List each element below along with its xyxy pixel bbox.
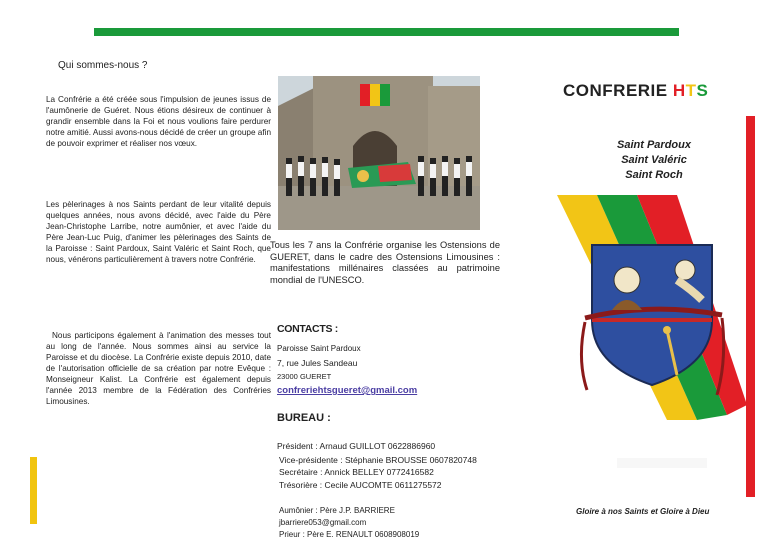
saint-valeric: Saint Valéric (621, 154, 687, 166)
red-accent-bar (746, 116, 755, 497)
saints-list (604, 138, 704, 183)
history-paragraph: Nous participons également à l'animation des messes tout au long de l'année. Nous sommes ainsi au service la Paroisse et du diocèse. La Confrérie existe depuis 2010, date de l'autorisation officielle de sa création par notre Evêque : Monseigneur Kalist. La Confrérie est également depuis l'année 2013 membre de la Fédération des Confréries Limousines. (46, 331, 271, 406)
bureau-secretary: Secrétaire : Annick BELLEY 0772416582 (279, 467, 434, 477)
contact-email-link[interactable]: confreriehtsgueret@gmail.com (277, 385, 418, 396)
procession-photo (278, 76, 480, 230)
contact-city: 23000 GUERET (277, 372, 332, 381)
chaplain-line: Aumônier : Père J.P. BARRIERE (279, 506, 395, 515)
motto-text: Gloire à nos Saints et Gloire à Dieu (576, 507, 710, 516)
bureau-heading: BUREAU : (277, 412, 331, 424)
saint-roch: Saint Roch (625, 169, 683, 181)
confrerie-title: CONFRERIE HTS (563, 81, 709, 100)
bureau-vice-president: Vice-présidente : Stéphanie BROUSSE 0607820748 (279, 455, 477, 465)
yellow-accent-bar (30, 457, 37, 524)
bureau-treasurer: Trésorière : Cecile AUCOMTE 0611275572 (279, 480, 442, 490)
intro-paragraph: La Confrérie a été créée sous l'impulsion de jeunes issus de l'aumônerie de Guéret. Nous étions désireux de continuer à grandir ensemble dans la Foi et nous voulions faire perdurer notre amitié. Aussi avons-nous décidé de créer un groupe afin de pouvoir exprimer et réaliser nos vœux. (46, 95, 271, 148)
section-question: Qui sommes-nous ? (58, 60, 148, 71)
bureau-president: Président : Arnaud GUILLOT 0622886960 (277, 441, 436, 451)
chaplain-email: jbarriere053@gmail.com (279, 518, 367, 527)
coat-of-arms-emblem (557, 190, 747, 470)
pilgrimage-paragraph: Les pèlerinages à nos Saints perdant de leur vitalité depuis quelques années, nous avons décidé, avec l'aide du Père Jean-Christophe Larribe, notre aumônier, et avec l'aide du Père Jean-Luc Puig, d'animer les pèlerinages des Saints de la Paroisse : Saint Pardoux, Saint Valéric et Saint Roch, que nous, vénérons particulièrement à travers notre Confrérie. (46, 200, 271, 264)
contact-street: 7, rue Jules Sandeau (277, 358, 358, 368)
contact-parish: Paroisse Saint Pardoux (277, 344, 361, 353)
ostensions-caption: Tous les 7 ans la Confrérie organise les Ostensions de GUERET, dans le cadre des Ostensions Limousines : manifestations millénaires classées au patrimoine mondial de l'UNESCO. (270, 240, 500, 285)
contacts-heading: CONTACTS : (277, 323, 338, 335)
tricolor-top-bar (94, 28, 679, 36)
prior-line: Prieur : Père E. RENAULT 0608908019 (279, 530, 420, 539)
saint-pardoux: Saint Pardoux (617, 139, 691, 151)
